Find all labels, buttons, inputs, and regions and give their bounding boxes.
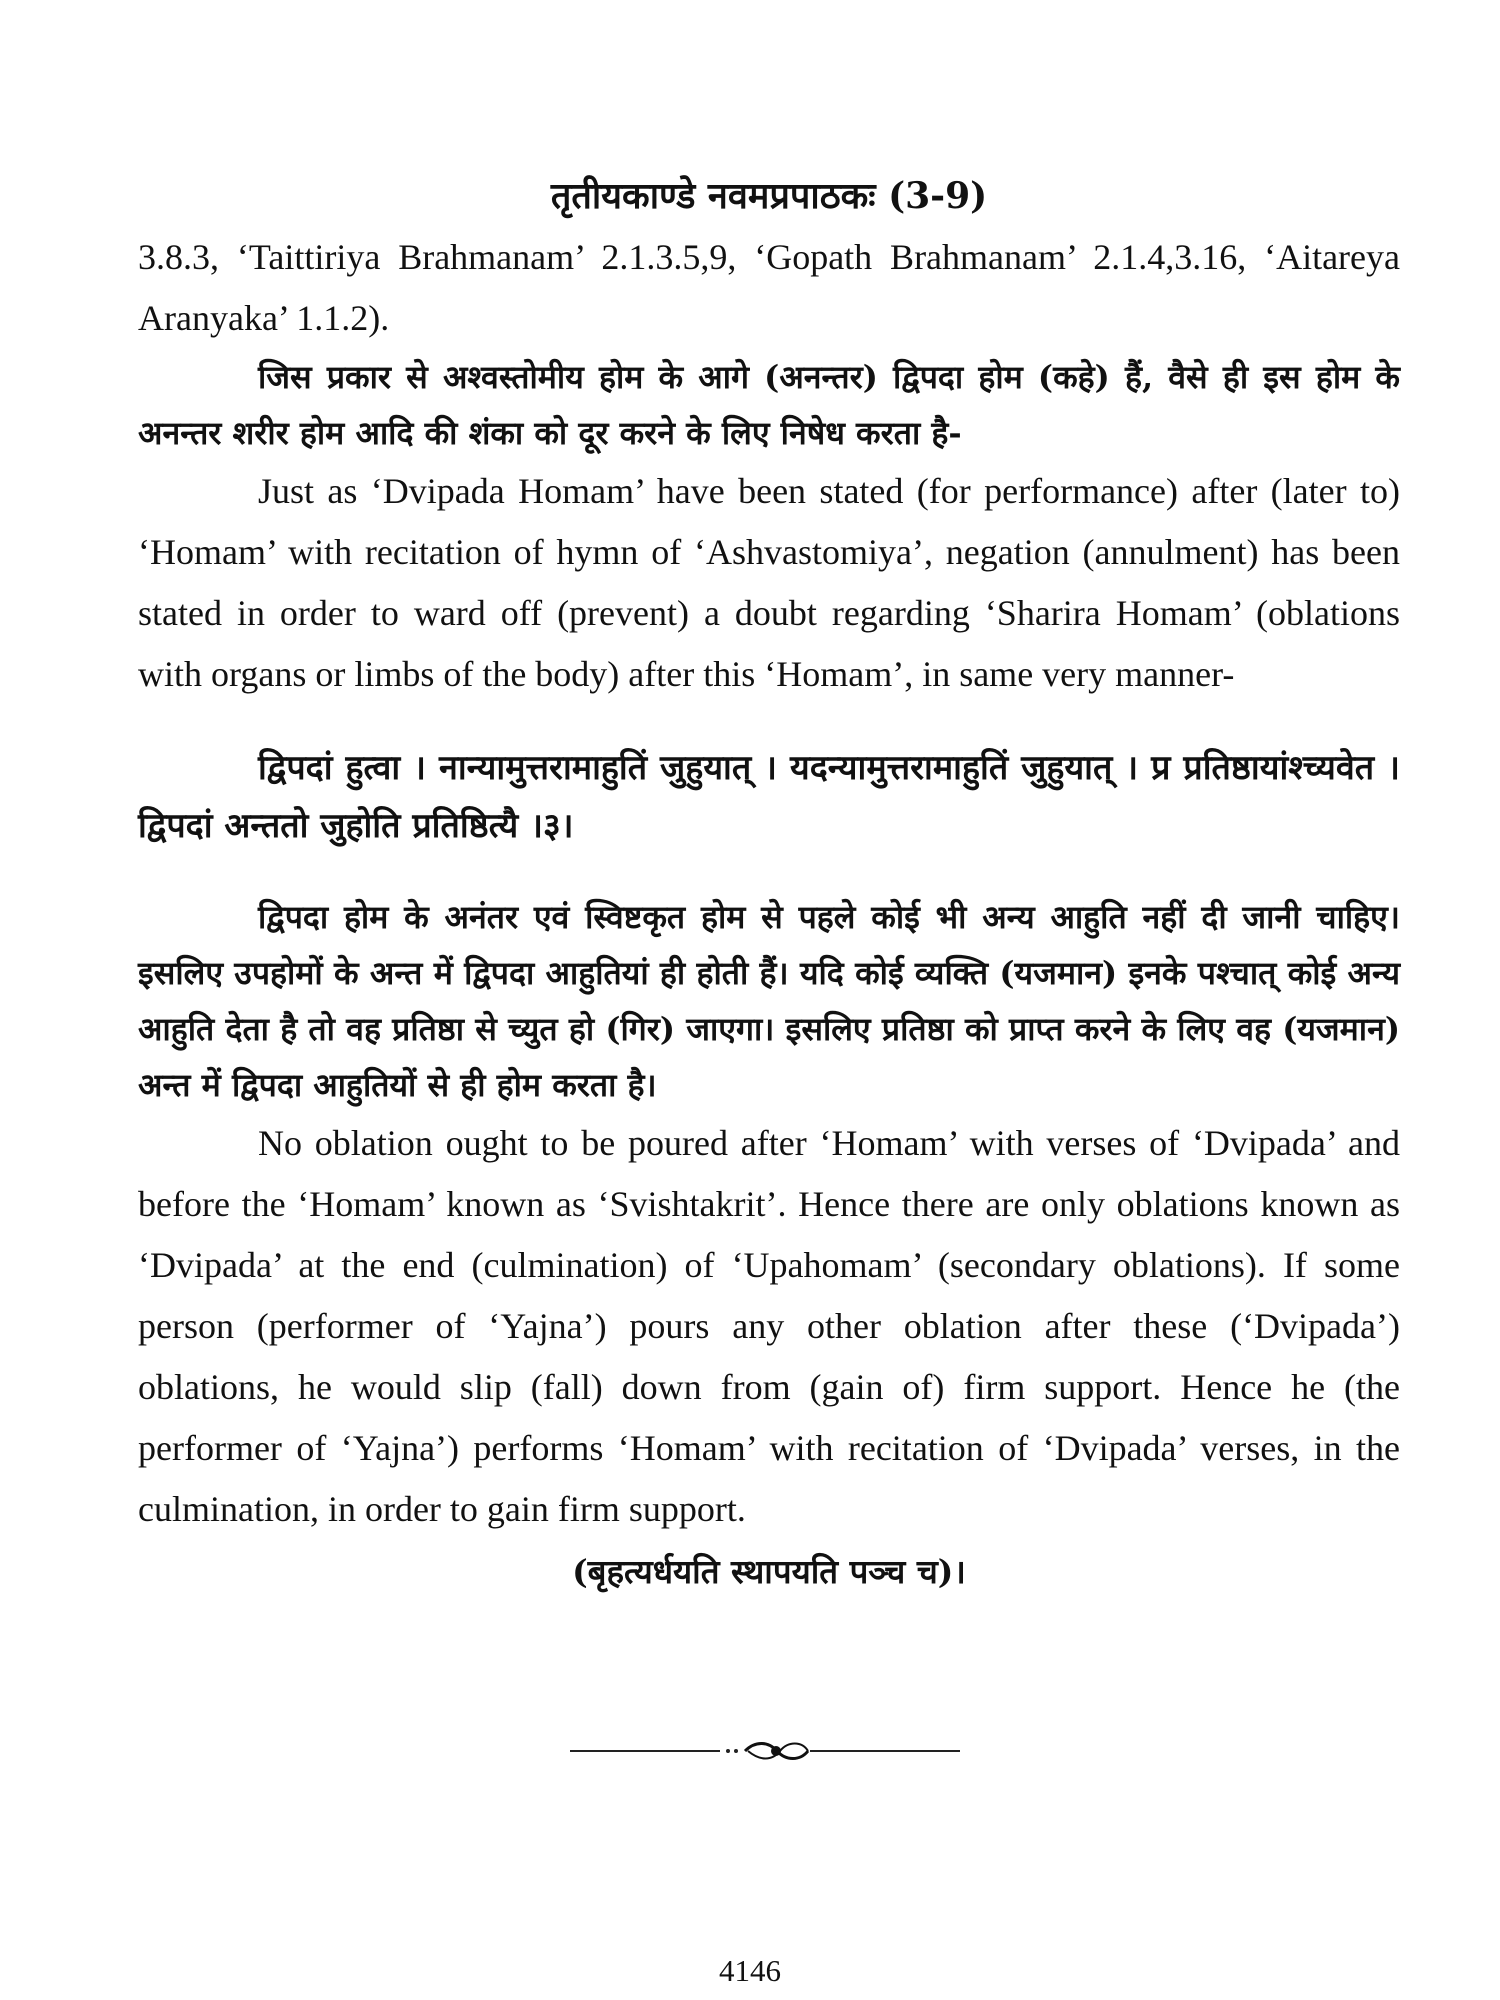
reference-paragraph: 3.8.3, ‘Taittiriya Brahmanam’ 2.1.3.5,9, ‘Gopath Brahmanam’ 2.1.4,3.16, ‘Aitareya Aranyaka’ 1.1.2). xyxy=(138,237,1400,338)
hindi-explanation-paragraph: द्विपदा होम के अनंतर एवं स्विष्टकृत होम से पहले कोई भी अन्य आहुति नहीं दी जानी चाहिए। इसलिए उपहोमों के अन्त में द्विपदा आहुतियां ही होती हैं। यदि कोई व्यक्ति (यजमान) इनके पश्चात् कोई अन्य आहुति देता है तो वह प्रतिष्ठा से च्युत हो (गिर) जाएगा। इसलिए प्रतिष्ठा को प्राप्त करने के लिए वह (यजमान) अन्त में द्विपदा आहुतियों से ही होम करता है। xyxy=(138,898,1400,1104)
english-explanation-paragraph: No oblation ought to be poured after ‘Homam’ with verses of ‘Dvipada’ and before the ‘Homam’ known as ‘Svishtakrit’. Hence there are only oblations known as ‘Dvipada’ at the end (culmination) of ‘Upahomam’ (secondary oblations). If some person (performer of ‘Yajna’) pours any other oblation after these (‘Dvipada’) oblations, he would slip (fall) down from (gain of) firm support. Hence he (the performer of ‘Yajna’) performs ‘Homam’ with recitation of ‘Dvipada’ verses, in the culmination, in order to gain firm support. xyxy=(138,1123,1400,1529)
page-content xyxy=(138,170,1400,1593)
section-divider-ornament xyxy=(570,1739,960,1763)
english-intro-paragraph: Just as ‘Dvipada Homam’ have been stated (for performance) after (later to) ‘Homam’ with recitation of hymn of ‘Ashvastomiya’, negation (annulment) has been stated in order to ward off (prevent) a doubt regarding ‘Sharira Homam’ (oblations with organs or limbs of the body) after this ‘Homam’, in same very manner- xyxy=(138,471,1400,694)
page-number: 4146 xyxy=(719,1953,781,1988)
chapter-heading: तृतीयकाण्डे नवमप्रपाठकः (3-9) xyxy=(550,175,988,217)
section-closing-line: (बृहत्यर्धयति स्थापयति पञ्च च)। xyxy=(572,1552,966,1591)
hindi-intro-paragraph: जिस प्रकार से अश्वस्तोमीय होम के आगे (अनन्तर) द्विपदा होम (कहे) हैं, वैसे ही इस होम के अनन्तर शरीर होम आदि की शंका को दूर करने के लिए निषेध करता है- xyxy=(138,358,1400,452)
sanskrit-verse: द्विपदां हुत्वा । नान्यामुत्तरामाहुतिं जुहुयात् । यदन्यामुत्तरामाहुतिं जुहुयात् । प्र प्रतिष्ठायांश्च्यवेत । द्विपदां अन्ततो जुहोति प्रतिष्ठित्यै ।३। xyxy=(138,748,1400,846)
